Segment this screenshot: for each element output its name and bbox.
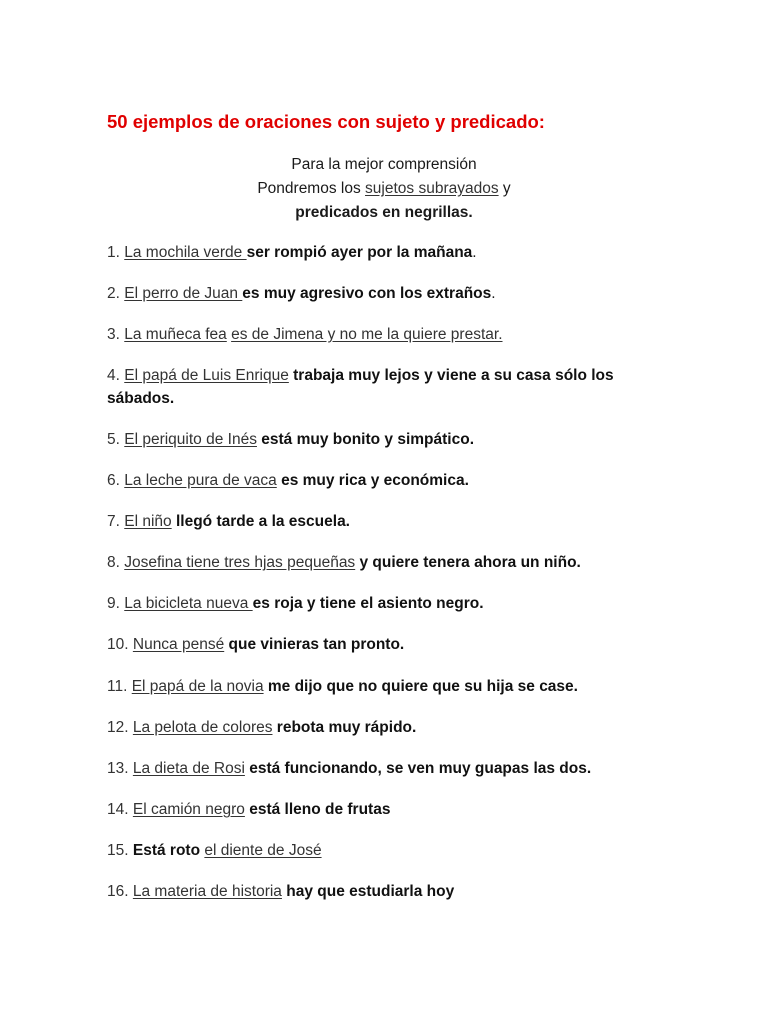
item-number: 6. <box>107 472 120 489</box>
intro-line-2-prefix: Pondremos los <box>257 180 366 197</box>
item-number: 12. <box>107 719 129 736</box>
item-number: 5. <box>107 431 120 448</box>
sentence-item-9 <box>107 592 667 615</box>
sentence-predicate: me dijo que no quiere que su hija se case. <box>263 678 578 695</box>
item-number: 14. <box>107 801 129 818</box>
sentence-subject: La materia de historia <box>132 883 282 900</box>
sentence-item-1 <box>107 241 667 264</box>
sentence-subject-continued: es de Jimena y no me la quiere prestar. <box>231 326 503 343</box>
item-number: 15. <box>107 842 129 859</box>
sentence-predicate: es muy rica y económica. <box>276 472 469 489</box>
sentence-item-13 <box>107 757 667 780</box>
sentence-subject: La mochila verde <box>124 244 247 261</box>
item-number: 16. <box>107 883 129 900</box>
sentence-trailing: . <box>491 285 496 302</box>
sentence-subject: El papá de Luis Enrique <box>124 367 289 384</box>
sentence-subject: La bicicleta nueva <box>124 595 253 612</box>
sentence-subject: La leche pura de vaca <box>124 472 277 489</box>
item-number: 11. <box>107 678 128 695</box>
sentence-item-12 <box>107 716 667 739</box>
sentence-item-16 <box>107 880 667 903</box>
item-number: 9. <box>107 595 120 612</box>
sentence-item-3 <box>107 323 667 346</box>
sentence-predicate: trabaja muy lejos y viene a su casa sólo los sábados. <box>107 367 614 407</box>
sentence-predicate: que vinieras tan pronto. <box>224 636 405 653</box>
sentence-predicate: y quiere tenera ahora un niño. <box>355 554 581 571</box>
sentence-predicate: está muy bonito y simpático. <box>256 431 474 448</box>
sentence-subject: Nunca pensé <box>132 636 225 653</box>
item-number: 13. <box>107 760 129 777</box>
intro-block <box>0 153 768 225</box>
sentence-subject: El perro de Juan <box>124 285 243 302</box>
item-number: 1. <box>107 244 120 261</box>
sentence-predicate: es roja y tiene el asiento negro. <box>252 595 484 612</box>
item-number: 3. <box>107 326 120 343</box>
sentence-subject: Josefina tiene tres hjas pequeñas <box>124 554 356 571</box>
item-number: 4. <box>107 367 120 384</box>
intro-line-3: predicados en negrillas. <box>295 204 473 221</box>
sentence-subject: El periquito de Inés <box>124 431 257 448</box>
sentence-predicate: Está roto <box>132 842 201 859</box>
sentence-item-6 <box>107 469 667 492</box>
sentence-subject: El papá de la novia <box>131 678 264 695</box>
sentence-item-5 <box>107 428 667 451</box>
sentence-predicate: hay que estudiarla hoy <box>281 883 455 900</box>
sentence-item-8 <box>107 551 667 574</box>
intro-line-1: Para la mejor comprensión <box>291 156 477 173</box>
sentence-subject: La pelota de colores <box>132 719 273 736</box>
sentence-item-7 <box>107 510 667 533</box>
sentence-item-2 <box>107 282 667 305</box>
sentence-trailing: . <box>472 244 477 261</box>
sentence-item-10 <box>107 633 667 656</box>
sentence-predicate: es muy agresivo con los extraños <box>242 285 492 302</box>
intro-line-2-suffix: y <box>498 180 511 197</box>
sentence-subject: el diente de José <box>204 842 322 859</box>
sentence-predicate: llegó tarde a la escuela. <box>171 513 350 530</box>
sentence-item-15 <box>107 839 667 862</box>
sentence-predicate: está lleno de frutas <box>244 801 391 818</box>
sentence-predicate: está funcionando, se ven muy guapas las dos. <box>244 760 592 777</box>
sentence-item-14 <box>107 798 667 821</box>
sentence-predicate: ser rompió ayer por la mañana <box>246 244 473 261</box>
sentence-subject: La dieta de Rosi <box>132 760 245 777</box>
intro-line-2 <box>0 177 768 201</box>
sentence-predicate: rebota muy rápido. <box>272 719 417 736</box>
item-number: 10. <box>107 636 129 653</box>
sentence-item-11 <box>107 675 667 698</box>
sentence-item-4 <box>107 364 667 410</box>
item-number: 8. <box>107 554 120 571</box>
item-number: 7. <box>107 513 120 530</box>
sentence-subject: El camión negro <box>132 801 245 818</box>
document-title: 50 ejemplos de oraciones con sujeto y predicado: <box>107 111 545 132</box>
sentence-subject: La muñeca fea <box>124 326 227 343</box>
intro-underlined-text: sujetos subrayados <box>365 180 499 197</box>
sentence-subject: El niño <box>124 513 172 530</box>
item-number: 2. <box>107 285 120 302</box>
